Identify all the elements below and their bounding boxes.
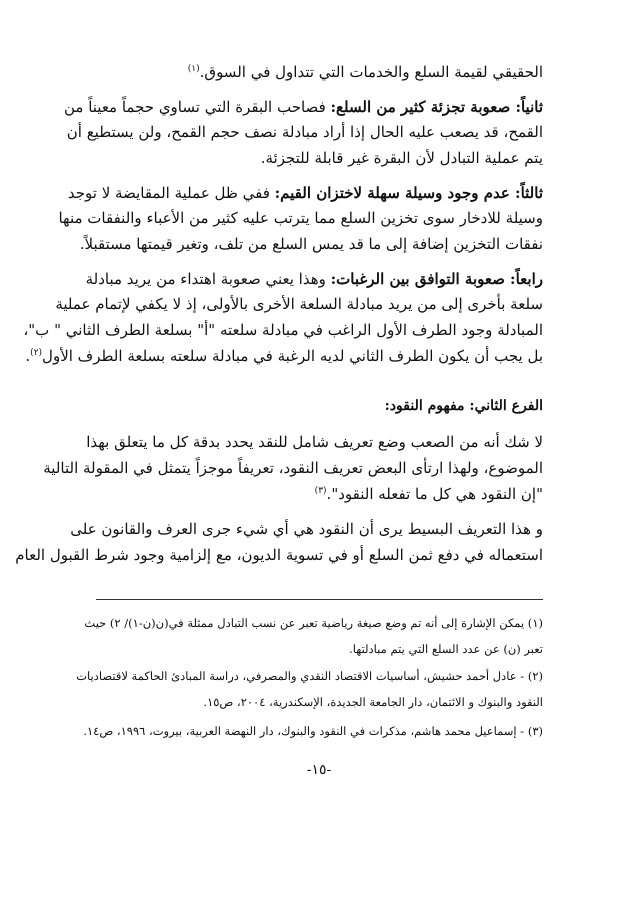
footnote-2-line-2 [96, 693, 543, 713]
body-line-4 [96, 147, 543, 171]
body-line-10 [23, 319, 543, 343]
footnote-text: النقود والبنوك و الائتمان، دار الجامعة الجديدة، الإسكندرية، ٢٠٠٤، ص١٥. [203, 695, 543, 709]
body-text: استعماله في دفع ثمن السلع أو في تسوية الديون، مع إلزامية وجود شرط القبول العام [15, 546, 543, 564]
footnote-1-line-1 [84, 614, 543, 634]
body-text: بل يجب أن يكون الطرف الثاني لديه الرغبة في مبادلة سلعته بسلعة الطرف الأول [42, 347, 543, 365]
body-line-6 [58, 207, 543, 231]
body-text: يتم عملية التبادل لأن البقرة غير قابلة للتجزئة. [260, 149, 543, 167]
footnote-text: (٣) - إسماعيل محمد هاشم، مذكرات في النقود والبنوك، دار النهضة العربية، بيروت، ١٩٩٦، ص١٤. [83, 724, 543, 738]
section-heading-text: الفرع الثاني: مفهوم النقود: [384, 398, 543, 414]
page-number: -١٥- [306, 762, 332, 778]
body-text: الموضوع، ولهذا ارتأى البعض تعريف النقود، تعريفاً موجزاً يتمثل في المقولة التالية [43, 459, 543, 477]
body-line-5 [67, 182, 543, 206]
body-text: سلعة بأخرى إلى من يريد مبادلة السلعة الأخرى بالأولى، إذ لا يكفي لإتمام عملية [55, 295, 543, 313]
footnote-separator [96, 599, 543, 600]
footnote-2-line-1 [76, 667, 543, 687]
body-text: . [25, 347, 31, 365]
body-text: وسيلة للادخار سوى تخزين السلع مما يترتب عليه كثير من الأعباء والنفقات منها [58, 209, 543, 227]
point-heading-third: ثالثاً: عدم وجود وسيلة سهلة لاختزان القيم: [274, 184, 543, 202]
body-line-3 [66, 121, 543, 145]
body-text: فصاحب البقرة التي تساوي حجماً معيناً من [63, 98, 331, 116]
body-text: نفقات التخزين إضافة إلى ما قد يمس السلع من تلف، وتغير قيمتها مستقبلاً. [79, 235, 543, 253]
body-text: القمح، قد يصعب عليه الحال إذا أراد مبادلة نصف حجم القمح، ولن يستطيع أن [66, 123, 543, 141]
body-text: لا شك أنه من الصعب وضع تعريف شامل للنقد يحدد بدقة كل ما يتعلق بهذا [86, 433, 543, 451]
body-line-15 [70, 518, 543, 542]
point-heading-fourth: رابعاً: صعوبة التوافق بين الرغبات: [330, 270, 543, 288]
footnote-ref-1: (١) [187, 64, 200, 74]
body-text: وهذا يعني صعوبة اهتداء من يريد مبادلة [85, 270, 331, 288]
body-text: "إن النقود هي كل ما تفعله النقود". [326, 485, 543, 503]
body-line-7 [79, 233, 543, 257]
body-line-13 [43, 457, 543, 481]
body-text: الحقيقي لقيمة السلع والخدمات التي تتداول في السوق. [199, 63, 543, 81]
body-line-12 [86, 431, 543, 455]
footnote-3 [83, 722, 543, 742]
body-line-16 [15, 544, 543, 568]
body-text: المبادلة وجود الطرف الأول الراغب في مبادلة سلعته "أ" بسلعة الطرف الثاني " ب"، [23, 321, 543, 339]
body-line-11 [25, 345, 543, 369]
body-line-2 [63, 96, 543, 120]
section-heading [96, 395, 543, 419]
body-line-8 [85, 268, 543, 292]
body-line-1 [96, 61, 543, 85]
point-heading-second: ثانياً: صعوبة تجزئة كثير من السلع: [330, 98, 543, 116]
body-line-14 [96, 483, 543, 507]
footnote-text: (٢) - عادل أحمد حشيش، أساسيات الاقتصاد النقدي والمصرفي، دراسة المبادئ الحاكمة لاقتصاديات [76, 669, 543, 683]
body-text: و هذا التعريف البسيط يرى أن النقود هي أي شيء جرى العرف والقانون على [70, 520, 543, 538]
body-text: ففي ظل عملية المقايضة لا توجد [67, 184, 275, 202]
body-line-9 [55, 293, 543, 317]
footnote-text: تعبر (ن) عن عدد السلع التي يتم مبادلتها. [349, 642, 543, 656]
footnote-text: (١) يمكن الإشارة إلى أنه تم وضع صيغة رياضية تعبر عن نسب التبادل ممثلة في(ن(ن-١)/ ٢) حيث [84, 616, 543, 630]
footnote-ref-2: (٢) [30, 348, 43, 358]
footnote-ref-3: (٣) [314, 486, 327, 496]
footnote-1-line-2 [96, 640, 543, 660]
